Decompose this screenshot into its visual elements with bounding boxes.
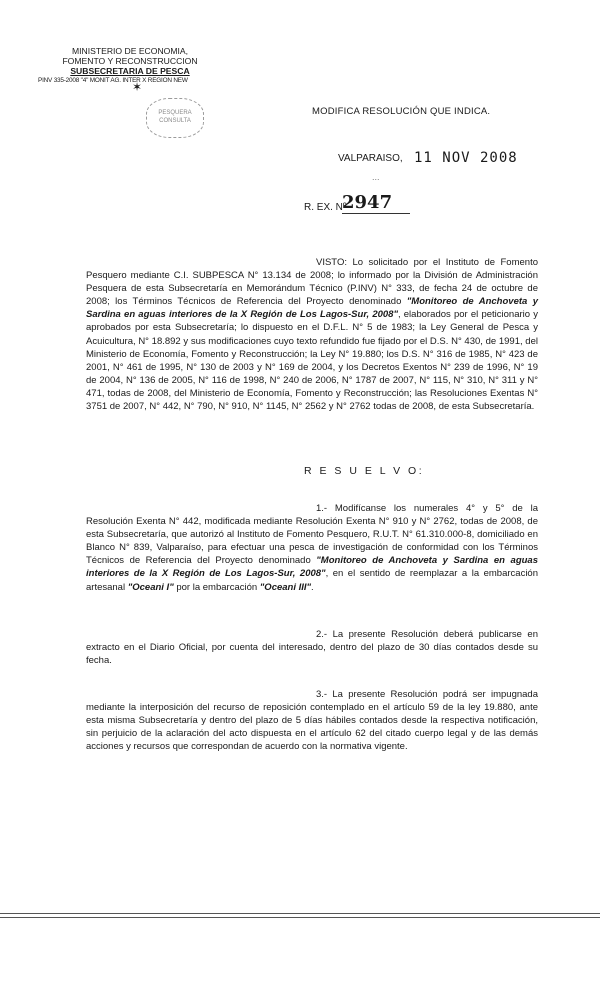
- page-edge-lines: [0, 913, 600, 921]
- subsecretaria-line: SUBSECRETARIA DE PESCA: [70, 66, 190, 76]
- dots-mark: ...: [372, 172, 380, 182]
- project-name: "Monitoreo de Anchoveta y Sardina en aguas interiores de la X Región de Los Lagos-Sur, 2008": [86, 296, 538, 321]
- boat-new: "Oceani III": [259, 581, 312, 593]
- article-1: 1.- Modifícanse los numerales 4° y 5° de la Resolución Exenta N° 442, modificada mediante Resolución Exenta N° 910 y N° 2762, todas de 2008, de esta Subsecretaría, que autorizó al Instituto de Fomento Pesquero, R.U.T. N° 61.310.000-8, domiciliado en Blanco N° 839, Valparaíso, para efectuar una pesca de investigación de conformidad con los Términos Técnicos de Referencia del Proyecto denominado "Monitoreo de Anchoveta y Sardina en aguas interiores de la X Región de Los Lagos-Sur, 2008", en el sentido de reemplazar a la embarcación artesanal "Oceani I" por la embarcación "Oceani III".: [86, 503, 538, 593]
- date-stamp: 11 NOV 2008: [414, 150, 518, 166]
- resuelvo-heading: R E S U E L V O:: [304, 465, 425, 477]
- ministry-line-1: MINISTERIO DE ECONOMIA,: [71, 46, 189, 56]
- letterhead: [38, 46, 210, 86]
- rex-number: 2947: [342, 192, 410, 214]
- document-subject: MODIFICA RESOLUCIÓN QUE INDICA.: [312, 106, 491, 117]
- ink-stamp: PESQUERA CONSULTA: [146, 98, 204, 138]
- reference-line: PINV 335-2008 "4" MONIT AG. INTER X REGION NEW: [38, 77, 188, 84]
- asterisk-mark-icon: ✶: [132, 80, 143, 94]
- visto-paragraph: VISTO: Lo solicitado por el Instituto de Fomento Pesquero mediante C.I. SUBPESCA N° 13.134 de 2008; lo informado por la División de Administración Pesquera de esta Subsecretaría en Memorándum Técnico (P.INV) N° 333, de fecha 24 de octubre de 2008; los Términos Técnicos de Referencia del Proyecto denominado "Monitoreo de Anchoveta y Sardina en aguas interiores de la X Región de Los Lagos-Sur, 2008", elaborados por el peticionario y aprobados por esta Subsecretaría; lo dispuesto en el D.F.L. N° 5 de 1983; la Ley General de Pesca y Acuicultura, N° 18.892 y sus modificaciones cuyo texto refundido fue fijado por el D.S. N° 430, de 1991, del Ministerio de Economía, Fomento y Reconstrucción; la Ley N° 19.880; los D.S. N° 316 de 1985, N° 423 de 2001, N° 461 de 1995, N° 130 de 2003 y N° 169 de 2004, y los Decretos Exentos N° 239 de 1996, N° 19 de 2004, N° 136 de 2005, N° 116 de 1998, N° 240 de 2006, N° 1787 de 2007, N° 115, N° 310, N° 311 y N° 471, todas de 2008, del Ministerio de Economía, Fomento y Reconstrucción; las Resoluciones Exentas N° 3751 de 2007, N° 442, N° 790, N° 910, N° 1145, N° 2562 y N° 2762 todas de 2008, de esta Subsecretaría.: [86, 257, 538, 413]
- article-2: 2.- La presente Resolución deberá publicarse en extracto en el Diario Oficial, por cuenta del interesado, dentro del plazo de 30 días contados desde su fecha.: [86, 629, 538, 667]
- place-label: VALPARAISO,: [338, 153, 403, 164]
- rex-label: R. EX. Nº: [304, 202, 347, 213]
- article-3: 3.- La presente Resolución podrá ser impugnada mediante la interposición del recurso de reposición contemplado en el artículo 59 de la ley 19.880, ante esta misma Subsecretaría y dentro del plazo de 5 días hábiles contados desde la respectiva notificación, sin perjuicio de la aclaración del acto dispuesta en el artículo 62 del citado cuerpo legal y de las demás acciones y recursos que correspondan de acuerdo con la normativa vigente.: [86, 689, 538, 753]
- boat-old: "Oceani I": [127, 581, 174, 593]
- ministry-line-2: FOMENTO Y RECONSTRUCCION: [62, 56, 198, 66]
- project-name: "Monitoreo de Anchoveta y Sardina en aguas interiores de la X Región de Los Lagos-Sur, 2008": [86, 555, 538, 580]
